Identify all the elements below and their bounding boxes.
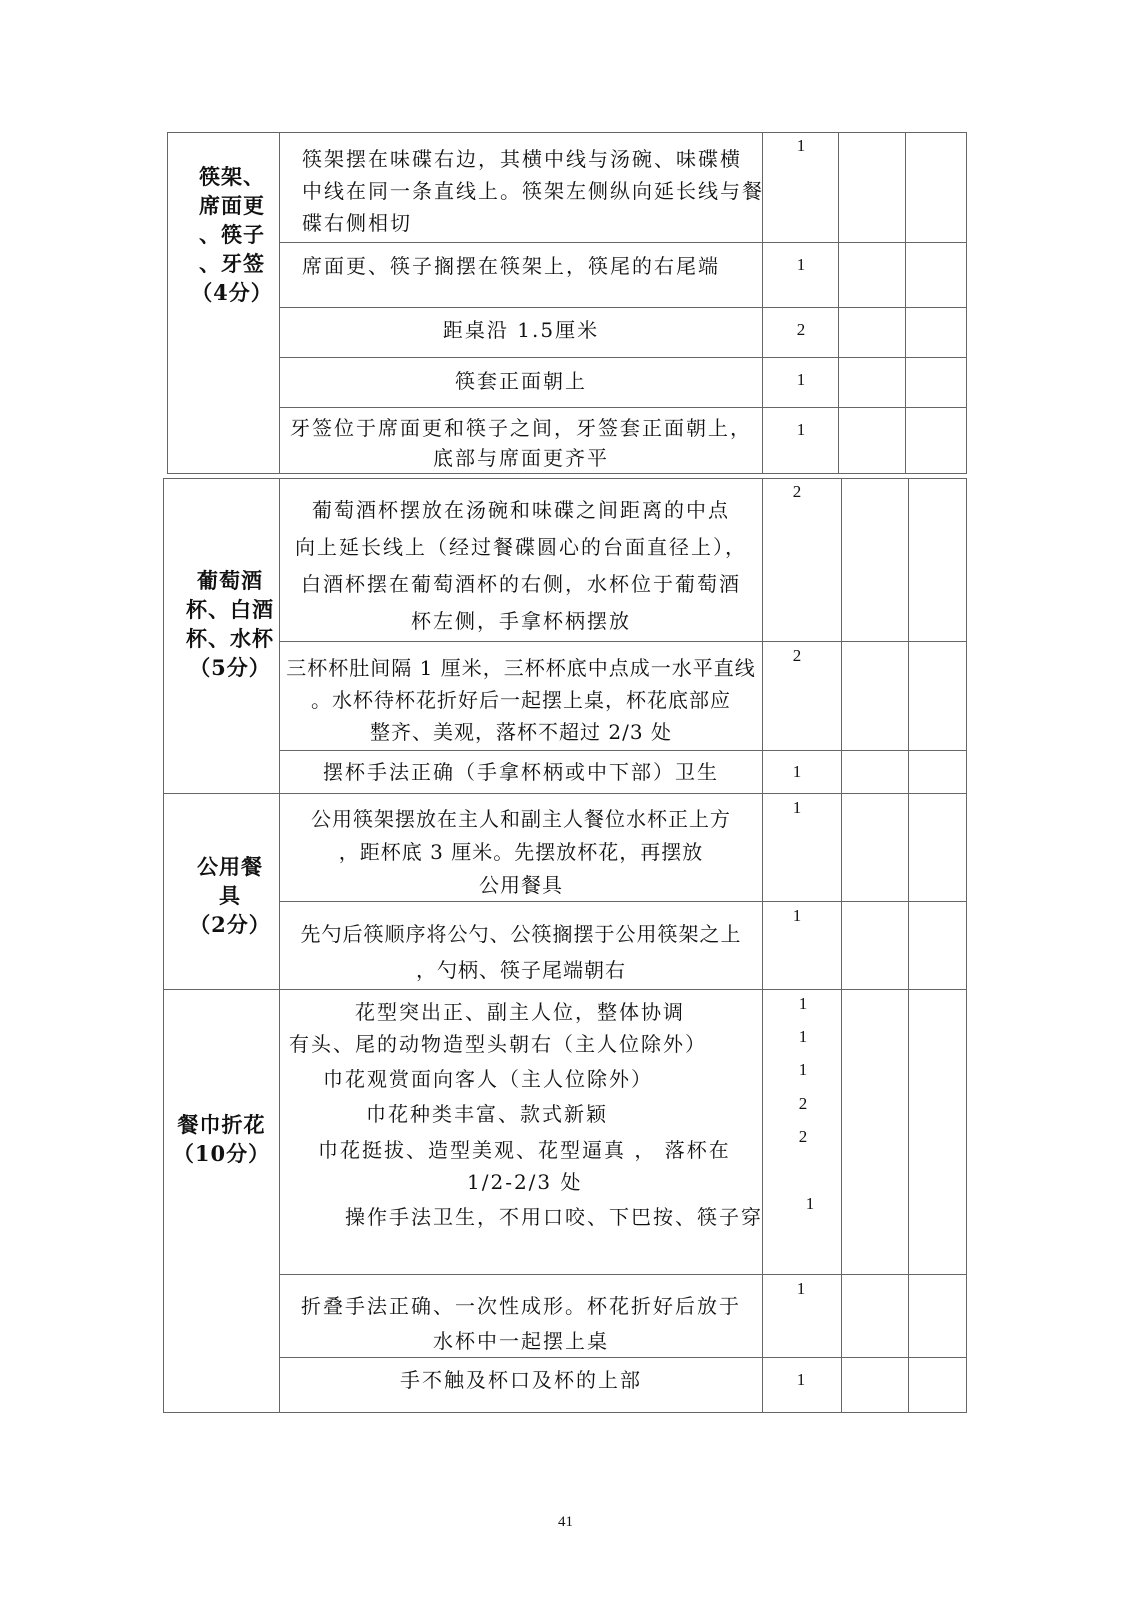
criteria-line: 公用筷架摆放在主人和副主人餐位水杯正上方 xyxy=(311,807,731,831)
criteria-text xyxy=(302,143,764,239)
criteria-text xyxy=(279,1364,763,1396)
score-value: 1 xyxy=(796,1370,806,1389)
category-line: 杯、水杯 xyxy=(186,626,274,651)
blank-cell xyxy=(905,407,967,474)
criteria-line: 水杯中一起摆上桌 xyxy=(433,1329,609,1353)
score-value: 2 xyxy=(798,1127,808,1146)
category-line: 、筷子 xyxy=(199,222,265,247)
blank-cell xyxy=(908,793,967,902)
criteria-line: 碟右侧相切 xyxy=(302,211,412,235)
criteria-line: 筷套正面朝上 xyxy=(455,369,587,393)
score-value: 1 xyxy=(792,906,802,925)
category-line: （5分） xyxy=(189,655,271,680)
blank-cell xyxy=(838,407,906,474)
score-cell xyxy=(762,407,839,474)
criteria-text xyxy=(279,365,763,397)
criteria-text xyxy=(279,803,763,902)
criteria-line: 公用餐具 xyxy=(479,873,563,897)
category-line: 杯、白酒 xyxy=(186,597,274,622)
blank-cell xyxy=(908,1357,967,1413)
category-line: （2分） xyxy=(189,912,271,937)
criteria-text xyxy=(279,314,763,346)
criteria-line: 操作手法卫生，不用口咬、下巴按、筷子穿 xyxy=(345,1205,763,1229)
category-label xyxy=(163,1110,280,1168)
blank-cell xyxy=(908,901,967,990)
blank-cell xyxy=(841,1274,909,1358)
score-value: 1 xyxy=(792,762,802,781)
criteria-line: 先勺后筷顺序将公勺、公筷搁摆于公用筷架之上 xyxy=(300,922,742,946)
blank-cell xyxy=(908,478,967,642)
blank-cell xyxy=(841,901,909,990)
criteria-text xyxy=(279,756,763,788)
criteria-line: 白酒杯摆在葡萄酒杯的右侧，水杯位于葡萄酒 xyxy=(301,572,741,596)
criteria-text xyxy=(279,1289,763,1359)
category-line: （10分） xyxy=(172,1141,271,1166)
criteria-line: 摆杯手法正确（手拿杯柄或中下部）卫生 xyxy=(323,760,719,784)
category-line: 葡萄酒 xyxy=(197,568,263,593)
score-cell xyxy=(762,478,842,642)
blank-cell xyxy=(838,307,906,358)
score-value: 2 xyxy=(792,482,802,501)
criteria-line: 葡萄酒杯摆放在汤碗和味碟之间距离的中点 xyxy=(312,498,730,522)
criteria-text xyxy=(302,250,720,282)
criteria-line: 牙签位于席面更和筷子之间，牙签套正面朝上， xyxy=(290,416,752,440)
criteria-line: 杯左侧，手拿杯柄摆放 xyxy=(411,609,631,633)
criteria-line: 筷架摆在味碟右边，其横中线与汤碗、味碟横 xyxy=(302,147,742,171)
criteria-line: 巾花种类丰富、款式新颖 xyxy=(366,1102,608,1126)
blank-cell xyxy=(838,357,906,408)
criteria-line: 底部与席面更齐平 xyxy=(433,446,609,470)
blank-cell xyxy=(841,750,909,794)
blank-cell xyxy=(908,750,967,794)
blank-cell xyxy=(905,242,967,308)
criteria-line: 席面更、筷子搁摆在筷架上，筷尾的右尾端 xyxy=(302,254,720,278)
criteria-line: 有头、尾的动物造型头朝右（主人位除外） xyxy=(289,1032,707,1056)
criteria-line: 1/2-2/3 处 xyxy=(467,1170,583,1194)
score-value: 1 xyxy=(792,798,802,817)
blank-cell xyxy=(841,793,909,902)
score-value: 1 xyxy=(798,994,808,1013)
criteria-line: 三杯杯肚间隔 1 厘米，三杯杯底中点成一水平直线 xyxy=(286,656,756,680)
score-value: 1 xyxy=(798,1060,808,1079)
category-label xyxy=(163,566,297,682)
score-value: 2 xyxy=(792,646,802,665)
category-line: 席面更 xyxy=(199,193,265,218)
criteria-line: ，距杯底 3 厘米。先摆放杯花，再摆放 xyxy=(338,840,704,864)
category-line: 公用餐 xyxy=(197,854,263,879)
criteria-line: 花型突出正、副主人位，整体协调 xyxy=(355,1000,685,1024)
score-value: 1 xyxy=(796,420,806,439)
category-line: 、牙签 xyxy=(199,251,265,276)
criteria-line: 整齐、美观，落杯不超过 2/3 处 xyxy=(370,720,672,744)
score-value: 1 xyxy=(796,255,806,274)
criteria-line: 距桌沿 1.5厘米 xyxy=(442,318,600,342)
blank-cell xyxy=(905,307,967,358)
score-value: 2 xyxy=(798,1094,808,1113)
score-value: 1 xyxy=(796,1279,806,1298)
criteria-line: 巾花观赏面向客人（主人位除外） xyxy=(323,1067,653,1091)
page-number: 41 xyxy=(558,1514,573,1530)
blank-cell xyxy=(838,132,906,243)
criteria-line: 。水杯待杯花折好后一起摆上桌，杯花底部应 xyxy=(311,688,731,712)
category-line: 筷架、 xyxy=(199,164,265,189)
category-line: 具 xyxy=(219,883,241,908)
score-value: 2 xyxy=(796,320,806,339)
category-label xyxy=(163,852,297,939)
criteria-text xyxy=(279,652,763,748)
score-value: 1 xyxy=(796,136,806,155)
blank-cell xyxy=(841,478,909,642)
criteria-line: 巾花挺拔、造型美观、花型逼真 ， 落杯在 xyxy=(318,1138,731,1162)
blank-cell xyxy=(908,1274,967,1358)
criteria-text xyxy=(279,413,763,473)
category-line: （4分） xyxy=(191,280,273,305)
criteria-line: 手不触及杯口及杯的上部 xyxy=(400,1368,642,1392)
blank-cell xyxy=(905,357,967,408)
criteria-line: 中线在同一条直线上。筷架左侧纵向延长线与餐 xyxy=(302,179,764,203)
score-value: 1 xyxy=(798,1027,808,1046)
blank-cell xyxy=(908,989,967,1275)
criteria-line: 折叠手法正确、一次性成形。杯花折好后放于 xyxy=(301,1294,741,1318)
score-value: 1 xyxy=(805,1194,815,1213)
blank-cell xyxy=(841,1357,909,1413)
blank-cell xyxy=(908,641,967,751)
category-label xyxy=(167,162,297,307)
blank-cell xyxy=(841,641,909,751)
score-cell xyxy=(762,242,839,308)
category-line: 餐巾折花 xyxy=(177,1112,266,1137)
blank-cell xyxy=(905,132,967,243)
criteria-line: 向上延长线上（经过餐碟圆心的台面直径上）， xyxy=(295,535,747,559)
blank-cell xyxy=(838,242,906,308)
blank-cell xyxy=(841,989,909,1275)
criteria-text xyxy=(279,916,763,988)
criteria-line: ，勺柄、筷子尾端朝右 xyxy=(416,958,626,982)
category-cell xyxy=(163,989,280,1413)
criteria-text xyxy=(279,492,763,640)
score-value: 1 xyxy=(796,370,806,389)
